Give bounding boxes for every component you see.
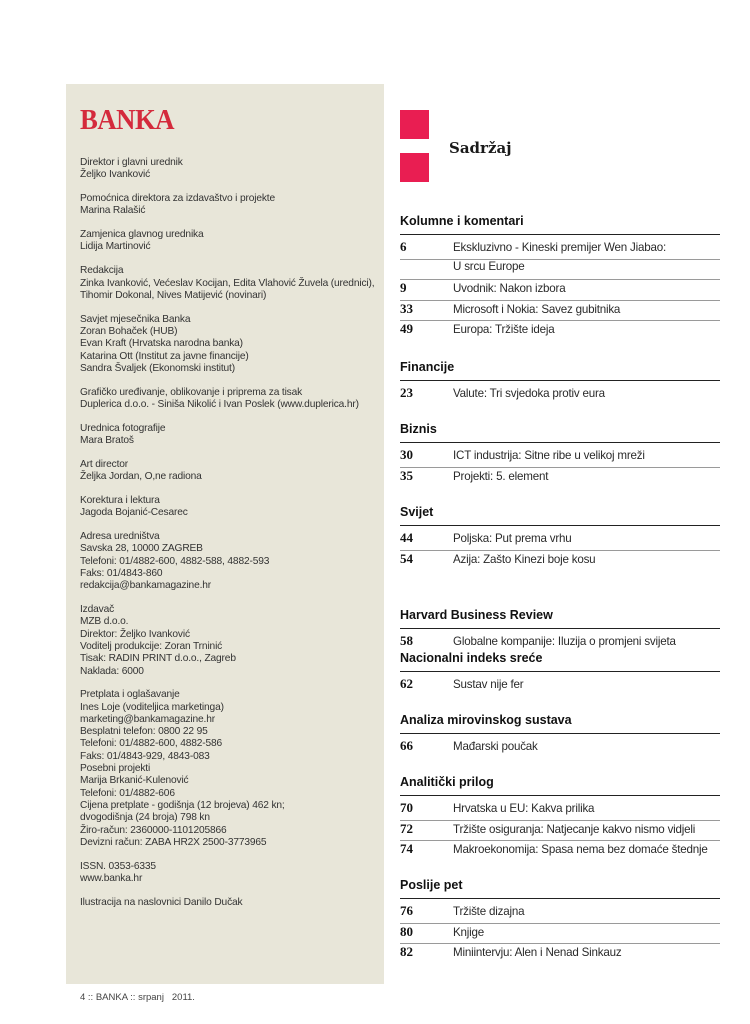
masthead-line: Željka Jordan, O,ne radiona (80, 471, 202, 483)
masthead-line: Tisak: RADIN PRINT d.o.o., Zagreb (80, 653, 236, 665)
toc-entry-title: Azija: Zašto Kinezi boje kosu (453, 552, 596, 566)
masthead-block (80, 423, 384, 448)
toc-section (400, 775, 720, 862)
masthead-heading: Urednica fotografije (80, 422, 166, 434)
toc-entry[interactable] (400, 321, 720, 342)
masthead-line: Zinka Ivanković, Većeslav Kocijan, Edita Vlahović Žuvela (urednici), (80, 277, 375, 289)
masthead-line: Naklada: 6000 (80, 665, 144, 677)
toc-page-number: 6 (400, 239, 407, 254)
toc-entry-title: Valute: Tri svjedoka protiv eura (453, 387, 605, 400)
toc-section (400, 878, 720, 965)
toc-page-number: 74 (400, 841, 413, 856)
masthead-line: Sandra Švaljek (Ekonomski institut) (80, 362, 235, 374)
masthead-block (80, 314, 384, 375)
masthead-block (80, 897, 384, 909)
masthead-line: Duplerica d.o.o. - Siniša Nikolić i Ivan Poslek (www.duplerica.hr) (80, 398, 359, 410)
toc-section-title: Svijet (400, 505, 720, 526)
masthead-block (80, 157, 384, 182)
toc-page-number: 58 (400, 633, 413, 648)
toc-entry[interactable] (400, 447, 720, 468)
toc-entry[interactable] (400, 821, 720, 842)
toc-section-title: Kolumne i komentari (400, 214, 720, 235)
toc-entry-title: Europa: Tržište ideja (453, 323, 555, 336)
masthead-heading: Korektura i lektura (80, 494, 160, 506)
masthead-line: Voditelj produkcije: Zoran Trninić (80, 640, 223, 652)
toc-entry-title: Mađarski poučak (453, 740, 538, 753)
masthead-line: dvogodišnja (24 broja) 798 kn (80, 812, 210, 824)
toc-entry-title: Projekti: 5. element (453, 469, 549, 483)
masthead-block (80, 265, 384, 302)
toc-entry-title: Knjige (453, 925, 485, 939)
masthead-line: Jagoda Bojanić-Cesarec (80, 507, 188, 519)
toc-page-number: 9 (400, 280, 407, 295)
masthead-block (80, 193, 384, 218)
masthead-line: Savska 28, 10000 ZAGREB (80, 543, 203, 555)
toc-page-number: 72 (400, 820, 413, 836)
masthead-heading: Direktor i glavni urednik (80, 157, 183, 168)
masthead-line: www.banka.hr (80, 872, 143, 884)
toc-entry-title: Poljska: Put prema vrhu (453, 532, 572, 545)
masthead-heading: Art director (80, 458, 129, 470)
masthead-block (80, 459, 384, 484)
masthead-heading: Ilustracija na naslovnici Danilo Dučak (80, 896, 243, 908)
toc-section-title: Analitički prilog (400, 775, 720, 796)
masthead-line: MZB d.o.o. (80, 616, 129, 628)
toc-entry[interactable] (400, 944, 720, 965)
toc-section (400, 713, 720, 759)
toc-section (400, 505, 720, 571)
masthead-line: Direktor: Željko Ivanković (80, 628, 190, 640)
toc-entry-title: Uvodnik: Nakon izbora (453, 282, 566, 295)
masthead-heading: Zamjenica glavnog urednika (80, 229, 204, 241)
masthead-line: Katarina Ott (Institut za javne financije) (80, 350, 249, 362)
toc-entry[interactable] (400, 924, 720, 945)
toc-page-number: 54 (400, 550, 413, 566)
toc-entry-title-continued: U srcu Europe (453, 259, 525, 273)
toc-entry-title: Microsoft i Nokia: Savez gubitnika (453, 302, 621, 316)
masthead-block (80, 387, 384, 412)
toc-page-number: 70 (400, 800, 413, 815)
masthead-line: Posebni projekti (80, 763, 151, 775)
toc-entry[interactable] (400, 280, 720, 301)
toc-entry[interactable] (400, 385, 720, 406)
toc-section (400, 608, 720, 654)
toc-page-number: 30 (400, 447, 413, 462)
masthead-block (80, 689, 384, 849)
masthead-block (80, 229, 384, 254)
masthead-line: Ines Loje (voditeljica marketinga) (80, 701, 224, 713)
toc-page-number: 76 (400, 903, 413, 918)
page-footer: 4 :: BANKA :: srpanj 2011. (80, 992, 195, 1003)
masthead-block (80, 531, 384, 592)
masthead-line: Faks: 01/4843-860 (80, 567, 163, 579)
toc-page-number: 35 (400, 467, 413, 483)
masthead-heading: Izdavač (80, 604, 115, 616)
masthead-block (80, 604, 384, 678)
masthead-line: marketing@bankamagazine.hr (80, 713, 215, 725)
toc-page-number: 66 (400, 738, 413, 753)
toc-page-number: 49 (400, 321, 413, 336)
toc-title: Sadržaj (449, 139, 512, 157)
masthead-line: Telefoni: 01/4882-600, 4882-588, 4882-593 (80, 555, 270, 567)
toc-page-number: 23 (400, 385, 413, 400)
masthead-line: Faks: 01/4843-929, 4843-083 (80, 750, 210, 762)
masthead-line: Devizni račun: ZABA HR2X 2500-3773965 (80, 836, 267, 848)
masthead-line: Marina Ralašić (80, 205, 146, 217)
toc-entry-title: Tržište osiguranja: Natjecanje kakvo nismo vidjeli (453, 822, 696, 836)
masthead-credits (80, 157, 384, 909)
toc-section-title: Financije (400, 360, 720, 381)
toc-section (400, 214, 720, 342)
toc-entry-title: Globalne kompanije: Iluzija o promjeni svijeta (453, 635, 676, 648)
toc-section-title: Biznis (400, 422, 720, 443)
toc-section-title: Harvard Business Review (400, 608, 720, 629)
masthead-line: Telefoni: 01/4882-606 (80, 787, 175, 799)
toc-entry[interactable] (400, 800, 720, 821)
toc-section (400, 651, 720, 697)
toc-entry[interactable] (400, 239, 720, 260)
toc-section-title: Poslije pet (400, 878, 720, 899)
toc-section-title: Nacionalni indeks sreće (400, 651, 720, 672)
toc-section (400, 422, 720, 488)
masthead-panel (66, 84, 384, 984)
toc-entry[interactable] (400, 841, 720, 862)
toc-entry[interactable] (400, 301, 720, 322)
masthead-heading: Pomoćnica direktora za izdavaštvo i projekte (80, 193, 275, 205)
toc-page-number: 62 (400, 676, 413, 691)
masthead-line: Zoran Bohaček (HUB) (80, 325, 178, 337)
masthead-line: Željko Ivanković (80, 169, 151, 181)
masthead-line: Mara Bratoš (80, 435, 134, 447)
toc-section (400, 360, 720, 406)
toc-entry-title: ICT industrija: Sitne ribe u velikoj mreži (453, 449, 645, 462)
toc-entry-continuation[interactable] (400, 260, 720, 281)
masthead-line: Lidija Martinović (80, 241, 151, 253)
masthead-line: Cijena pretplate - godišnja (12 brojeva) 462 kn; (80, 799, 285, 811)
toc-page-number: 33 (400, 300, 413, 316)
toc-entry-title: Makroekonomija: Spasa nema bez domaće štednje (453, 843, 708, 856)
masthead-block (80, 861, 384, 886)
toc-entry-title: Tržište dizajna (453, 905, 525, 918)
masthead-line: Marija Brkanić-Kulenović (80, 775, 189, 787)
accent-square-bottom (400, 153, 429, 182)
masthead-line: redakcija@bankamagazine.hr (80, 580, 212, 592)
masthead-line: Žiro-račun: 2360000-1101205866 (80, 824, 227, 836)
masthead-line: Telefoni: 01/4882-600, 4882-586 (80, 738, 223, 750)
toc-entry[interactable] (400, 468, 720, 489)
masthead-line: Tihomir Dokonal, Nives Matijević (novinari) (80, 289, 267, 301)
toc-page-number: 44 (400, 530, 413, 545)
masthead-heading: ISSN. 0353-6335 (80, 860, 156, 872)
masthead-heading: Adresa uredništva (80, 531, 160, 543)
toc-entry[interactable] (400, 738, 720, 759)
masthead-line: Evan Kraft (Hrvatska narodna banka) (80, 338, 243, 350)
toc-entry-title: Sustav nije fer (453, 678, 524, 691)
toc-entry[interactable] (400, 903, 720, 924)
accent-square-top (400, 110, 429, 139)
toc-entry[interactable] (400, 530, 720, 551)
toc-entry-title: Hrvatska u EU: Kakva prilika (453, 802, 595, 815)
toc-entry-title: Ekskluzivno - Kineski premijer Wen Jiabao: (453, 241, 667, 254)
toc-entry-title: Miniintervju: Alen i Nenad Sinkauz (453, 946, 622, 959)
masthead-block (80, 495, 384, 520)
toc-entry[interactable] (400, 676, 720, 697)
banka-logo: BANKA (80, 104, 175, 136)
masthead-line: Besplatni telefon: 0800 22 95 (80, 726, 208, 738)
masthead-heading: Redakcija (80, 265, 124, 277)
toc-page-number: 80 (400, 923, 413, 939)
masthead-heading: Grafičko uređivanje, oblikovanje i priprema za tisak (80, 386, 303, 398)
toc-section-title: Analiza mirovinskog sustava (400, 713, 720, 734)
toc-entry[interactable] (400, 551, 720, 572)
masthead-heading: Savjet mjesečnika Banka (80, 313, 191, 325)
toc-page-number: 82 (400, 944, 413, 959)
masthead-heading: Pretplata i oglašavanje (80, 689, 180, 701)
